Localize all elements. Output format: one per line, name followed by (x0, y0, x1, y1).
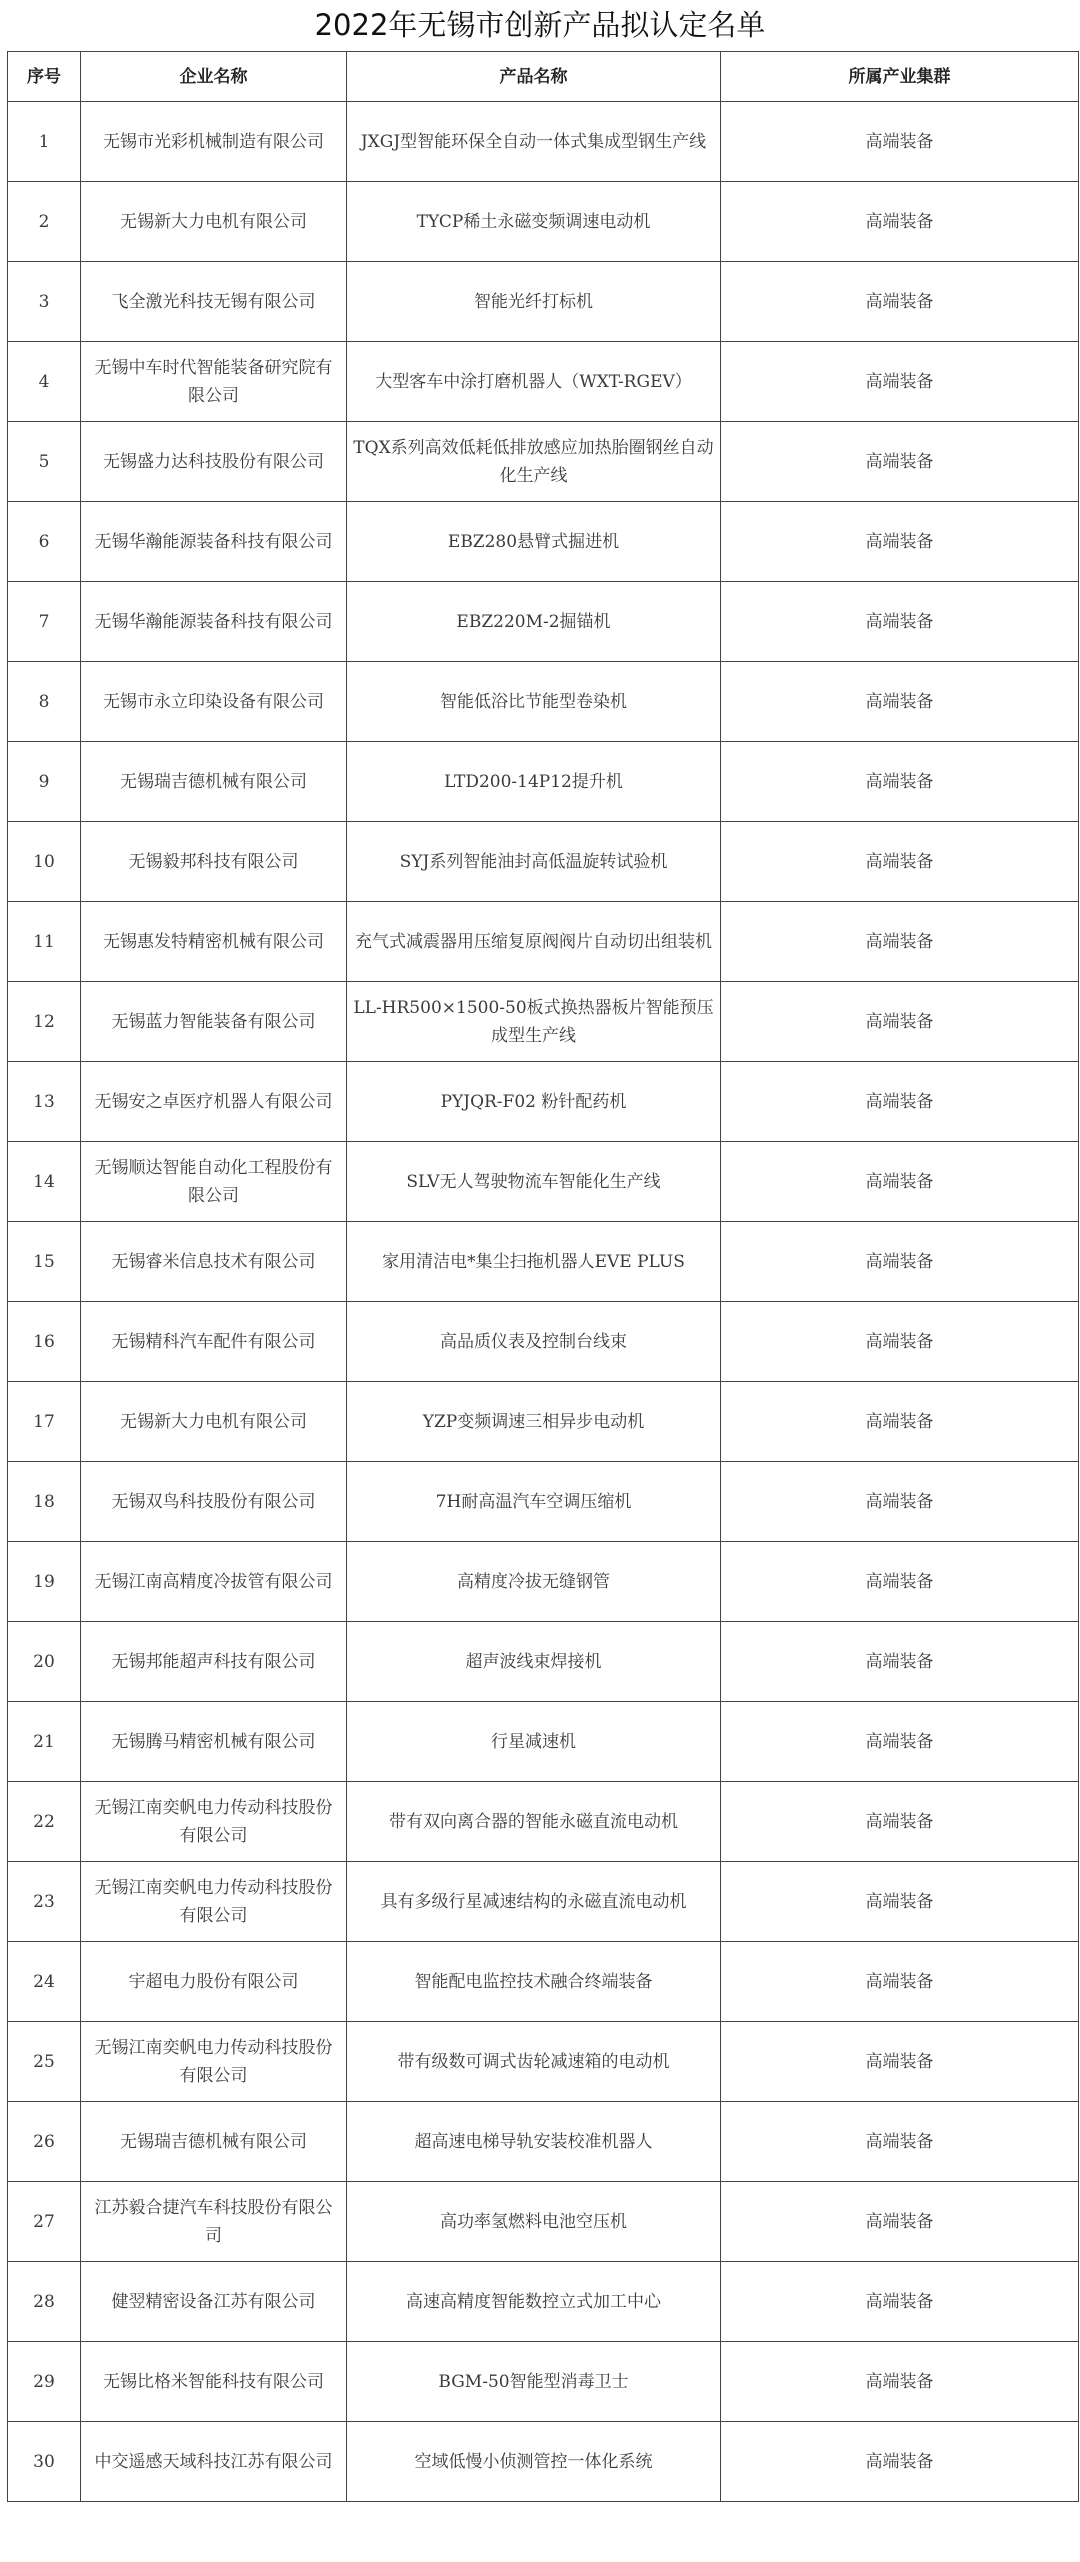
cell-index: 26 (8, 2102, 81, 2182)
cell-index: 21 (8, 1702, 81, 1782)
cell-company: 健翌精密设备江苏有限公司 (81, 2262, 347, 2342)
cell-product: TQX系列高效低耗低排放感应加热胎圈钢丝自动化生产线 (347, 422, 721, 502)
cell-company: 江苏毅合捷汽车科技股份有限公司 (81, 2182, 347, 2262)
cell-cluster: 高端装备 (721, 2102, 1079, 2182)
cell-index: 4 (8, 342, 81, 422)
cell-cluster: 高端装备 (721, 1302, 1079, 1382)
header-product: 产品名称 (347, 52, 721, 102)
cell-cluster: 高端装备 (721, 342, 1079, 422)
table-row (8, 1862, 1079, 1942)
cell-product: 高速高精度智能数控立式加工中心 (347, 2262, 721, 2342)
cell-company: 无锡精科汽车配件有限公司 (81, 1302, 347, 1382)
cell-company: 无锡华瀚能源装备科技有限公司 (81, 502, 347, 582)
cell-index: 29 (8, 2342, 81, 2422)
cell-company: 无锡惠发特精密机械有限公司 (81, 902, 347, 982)
table-row (8, 1382, 1079, 1462)
cell-index: 30 (8, 2422, 81, 2502)
cell-product: EBZ220M-2掘锚机 (347, 582, 721, 662)
cell-product: SYJ系列智能油封高低温旋转试验机 (347, 822, 721, 902)
table-row (8, 422, 1079, 502)
table-row (8, 1622, 1079, 1702)
cell-company: 无锡瑞吉德机械有限公司 (81, 742, 347, 822)
table-row (8, 1462, 1079, 1542)
cell-company: 无锡市永立印染设备有限公司 (81, 662, 347, 742)
cell-company: 无锡江南奕帆电力传动科技股份有限公司 (81, 1862, 347, 1942)
cell-product: 行星减速机 (347, 1702, 721, 1782)
cell-product: 家用清洁电*集尘扫拖机器人EVE PLUS (347, 1222, 721, 1302)
cell-company: 无锡睿米信息技术有限公司 (81, 1222, 347, 1302)
cell-index: 9 (8, 742, 81, 822)
cell-cluster: 高端装备 (721, 982, 1079, 1062)
cell-product: 超高速电梯导轨安装校准机器人 (347, 2102, 721, 2182)
cell-product: 充气式减震器用压缩复原阀阀片自动切出组装机 (347, 902, 721, 982)
cell-index: 15 (8, 1222, 81, 1302)
cell-cluster: 高端装备 (721, 1062, 1079, 1142)
cell-cluster: 高端装备 (721, 1222, 1079, 1302)
cell-cluster: 高端装备 (721, 2342, 1079, 2422)
table-row (8, 262, 1079, 342)
cell-product: 智能低浴比节能型卷染机 (347, 662, 721, 742)
cell-product: 空域低慢小侦测管控一体化系统 (347, 2422, 721, 2502)
cell-cluster: 高端装备 (721, 1782, 1079, 1862)
cell-product: LL-HR500×1500-50板式换热器板片智能预压成型生产线 (347, 982, 721, 1062)
cell-cluster: 高端装备 (721, 182, 1079, 262)
cell-cluster: 高端装备 (721, 822, 1079, 902)
page-title: 2022年无锡市创新产品拟认定名单 (314, 8, 766, 42)
cell-index: 1 (8, 102, 81, 182)
table-header-row (8, 52, 1079, 102)
cell-company: 无锡安之卓医疗机器人有限公司 (81, 1062, 347, 1142)
table-row (8, 662, 1079, 742)
cell-cluster: 高端装备 (721, 502, 1079, 582)
table-row (8, 1302, 1079, 1382)
cell-cluster: 高端装备 (721, 2422, 1079, 2502)
cell-product: 高精度冷拔无缝钢管 (347, 1542, 721, 1622)
table-body (8, 102, 1079, 2502)
cell-index: 28 (8, 2262, 81, 2342)
cell-product: 大型客车中涂打磨机器人（WXT-RGEV） (347, 342, 721, 422)
table-row (8, 342, 1079, 422)
table-row (8, 1702, 1079, 1782)
table-row (8, 2022, 1079, 2102)
cell-product: EBZ280悬臂式掘进机 (347, 502, 721, 582)
cell-index: 7 (8, 582, 81, 662)
cell-index: 25 (8, 2022, 81, 2102)
header-cluster: 所属产业集群 (721, 52, 1079, 102)
cell-company: 无锡毅邦科技有限公司 (81, 822, 347, 902)
cell-company: 无锡市光彩机械制造有限公司 (81, 102, 347, 182)
cell-cluster: 高端装备 (721, 102, 1079, 182)
cell-company: 飞全激光科技无锡有限公司 (81, 262, 347, 342)
table-row (8, 2102, 1079, 2182)
cell-product: 智能配电监控技术融合终端装备 (347, 1942, 721, 2022)
cell-index: 6 (8, 502, 81, 582)
product-list-table (7, 51, 1079, 2502)
cell-company: 无锡江南奕帆电力传动科技股份有限公司 (81, 1782, 347, 1862)
cell-cluster: 高端装备 (721, 742, 1079, 822)
cell-company: 无锡蓝力智能装备有限公司 (81, 982, 347, 1062)
cell-index: 17 (8, 1382, 81, 1462)
cell-index: 12 (8, 982, 81, 1062)
cell-product: 高品质仪表及控制台线束 (347, 1302, 721, 1382)
cell-company: 无锡江南奕帆电力传动科技股份有限公司 (81, 2022, 347, 2102)
cell-company: 宇超电力股份有限公司 (81, 1942, 347, 2022)
cell-company: 无锡新大力电机有限公司 (81, 1382, 347, 1462)
cell-cluster: 高端装备 (721, 662, 1079, 742)
cell-company: 无锡盛力达科技股份有限公司 (81, 422, 347, 502)
cell-cluster: 高端装备 (721, 422, 1079, 502)
header-index: 序号 (8, 52, 81, 102)
cell-company: 无锡瑞吉德机械有限公司 (81, 2102, 347, 2182)
table-row (8, 1062, 1079, 1142)
cell-index: 3 (8, 262, 81, 342)
cell-index: 10 (8, 822, 81, 902)
cell-cluster: 高端装备 (721, 1382, 1079, 1462)
cell-index: 20 (8, 1622, 81, 1702)
cell-index: 11 (8, 902, 81, 982)
table-row (8, 502, 1079, 582)
table-row (8, 1542, 1079, 1622)
cell-company: 无锡顺达智能自动化工程股份有限公司 (81, 1142, 347, 1222)
table-row (8, 2182, 1079, 2262)
cell-index: 8 (8, 662, 81, 742)
cell-cluster: 高端装备 (721, 2182, 1079, 2262)
cell-product: 7H耐高温汽车空调压缩机 (347, 1462, 721, 1542)
cell-cluster: 高端装备 (721, 1462, 1079, 1542)
cell-company: 无锡邦能超声科技有限公司 (81, 1622, 347, 1702)
cell-index: 19 (8, 1542, 81, 1622)
table-row (8, 822, 1079, 902)
cell-product: TYCP稀土永磁变频调速电动机 (347, 182, 721, 262)
cell-cluster: 高端装备 (721, 2262, 1079, 2342)
cell-cluster: 高端装备 (721, 1862, 1079, 1942)
table-row (8, 2422, 1079, 2502)
cell-company: 无锡腾马精密机械有限公司 (81, 1702, 347, 1782)
cell-company: 无锡华瀚能源装备科技有限公司 (81, 582, 347, 662)
table-row (8, 582, 1079, 662)
cell-index: 18 (8, 1462, 81, 1542)
cell-index: 13 (8, 1062, 81, 1142)
cell-cluster: 高端装备 (721, 262, 1079, 342)
table-row (8, 1942, 1079, 2022)
table-row (8, 2262, 1079, 2342)
header-company: 企业名称 (81, 52, 347, 102)
table-row (8, 1222, 1079, 1302)
cell-index: 24 (8, 1942, 81, 2022)
cell-product: 智能光纤打标机 (347, 262, 721, 342)
cell-cluster: 高端装备 (721, 1702, 1079, 1782)
cell-product: 带有双向离合器的智能永磁直流电动机 (347, 1782, 721, 1862)
cell-index: 27 (8, 2182, 81, 2262)
cell-product: 具有多级行星减速结构的永磁直流电动机 (347, 1862, 721, 1942)
table-row (8, 982, 1079, 1062)
cell-company: 无锡比格米智能科技有限公司 (81, 2342, 347, 2422)
table-row (8, 182, 1079, 262)
cell-product: 带有级数可调式齿轮减速箱的电动机 (347, 2022, 721, 2102)
cell-index: 14 (8, 1142, 81, 1222)
cell-company: 无锡中车时代智能装备研究院有限公司 (81, 342, 347, 422)
table-row (8, 2342, 1079, 2422)
cell-cluster: 高端装备 (721, 902, 1079, 982)
table-row (8, 1782, 1079, 1862)
cell-company: 无锡新大力电机有限公司 (81, 182, 347, 262)
cell-product: 超声波线束焊接机 (347, 1622, 721, 1702)
table-row (8, 1142, 1079, 1222)
cell-product: JXGJ型智能环保全自动一体式集成型钢生产线 (347, 102, 721, 182)
cell-product: PYJQR-F02 粉针配药机 (347, 1062, 721, 1142)
cell-cluster: 高端装备 (721, 582, 1079, 662)
cell-product: SLV无人驾驶物流车智能化生产线 (347, 1142, 721, 1222)
cell-index: 16 (8, 1302, 81, 1382)
table-row (8, 902, 1079, 982)
cell-product: LTD200-14P12提升机 (347, 742, 721, 822)
cell-cluster: 高端装备 (721, 1542, 1079, 1622)
table-row (8, 102, 1079, 182)
cell-index: 23 (8, 1862, 81, 1942)
cell-cluster: 高端装备 (721, 1942, 1079, 2022)
cell-index: 5 (8, 422, 81, 502)
cell-cluster: 高端装备 (721, 1622, 1079, 1702)
cell-cluster: 高端装备 (721, 1142, 1079, 1222)
cell-product: YZP变频调速三相异步电动机 (347, 1382, 721, 1462)
cell-index: 2 (8, 182, 81, 262)
cell-product: BGM-50智能型消毒卫士 (347, 2342, 721, 2422)
cell-cluster: 高端装备 (721, 2022, 1079, 2102)
cell-company: 无锡双鸟科技股份有限公司 (81, 1462, 347, 1542)
cell-index: 22 (8, 1782, 81, 1862)
cell-product: 高功率氢燃料电池空压机 (347, 2182, 721, 2262)
cell-company: 无锡江南高精度冷拔管有限公司 (81, 1542, 347, 1622)
cell-company: 中交遥感天域科技江苏有限公司 (81, 2422, 347, 2502)
table-row (8, 742, 1079, 822)
